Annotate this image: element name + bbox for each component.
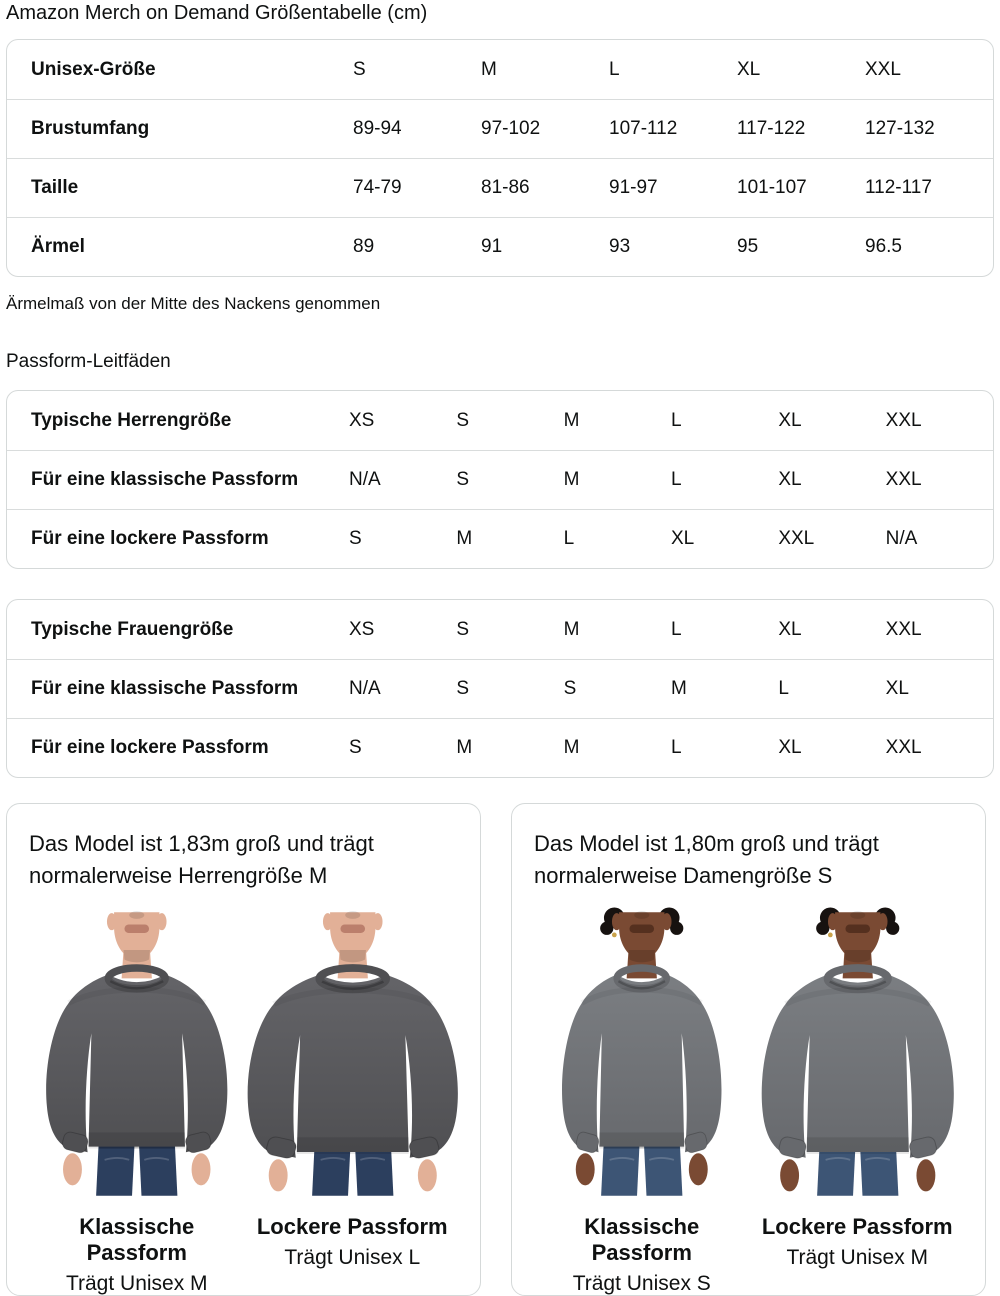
size-value: M xyxy=(456,737,473,758)
size-value: S xyxy=(349,528,362,549)
row-label: Unisex-Größe xyxy=(31,58,156,80)
size-value: L xyxy=(671,737,682,758)
hand xyxy=(576,1153,595,1185)
table-row xyxy=(7,659,993,718)
table-row xyxy=(7,158,993,217)
earring xyxy=(612,932,617,937)
size-value: XL xyxy=(885,678,909,699)
size-value: XS xyxy=(349,618,375,640)
size-value: XXL xyxy=(885,737,922,758)
table-row xyxy=(7,391,993,450)
table-row xyxy=(7,40,993,99)
size-value: M xyxy=(563,469,580,490)
size-value: S xyxy=(563,678,577,699)
size-value: XXL xyxy=(885,618,922,640)
table-row xyxy=(7,99,993,158)
size-value: XL xyxy=(671,528,695,549)
size-value: S xyxy=(456,469,470,490)
size-value: L xyxy=(609,58,620,80)
worn-size-label: Trägt Unisex M xyxy=(786,1245,929,1269)
size-value: 91-97 xyxy=(609,177,658,198)
model-figures xyxy=(534,906,965,1296)
size-value: S xyxy=(456,409,470,431)
sleeve-measure-note: Ärmelmaß von der Mitte des Nackens genommen xyxy=(6,294,381,313)
model-card-heading: Das Model ist 1,80m groß und trägt normalerweise Damengröße S xyxy=(534,831,879,888)
row-label: Typische Herrengröße xyxy=(31,409,232,431)
size-value: 89-94 xyxy=(353,118,402,139)
table-row xyxy=(7,217,993,276)
female-model-loose-fit-photo xyxy=(750,906,966,1202)
size-value: L xyxy=(563,528,575,549)
spacer xyxy=(6,569,994,599)
size-value: XL xyxy=(778,469,802,490)
size-value: M xyxy=(456,528,473,549)
size-value: L xyxy=(778,678,789,699)
size-value: XL xyxy=(778,618,802,640)
model-figure xyxy=(534,906,750,1296)
row-label: Für eine klassische Passform xyxy=(31,469,299,490)
size-value: 97-102 xyxy=(481,118,541,139)
size-value: S xyxy=(456,678,470,699)
table-row xyxy=(7,509,993,568)
hand xyxy=(63,1153,82,1185)
size-value: 89 xyxy=(353,236,375,257)
row-label: Brustumfang xyxy=(31,118,150,139)
sweatshirt xyxy=(761,968,953,1160)
size-value: XL xyxy=(737,58,761,80)
size-value: N/A xyxy=(349,469,381,490)
fit-label: Lockere Passform xyxy=(761,1213,953,1239)
sweatshirt xyxy=(46,968,227,1154)
size-value: 127-132 xyxy=(865,118,935,139)
hand xyxy=(689,1153,708,1185)
size-value: M xyxy=(671,678,687,699)
model-photo-cards xyxy=(6,803,994,1296)
sweatshirt xyxy=(562,968,721,1154)
size-value: 117-122 xyxy=(737,118,806,139)
size-value: S xyxy=(456,618,470,640)
womens-fit-table xyxy=(6,599,994,778)
hand xyxy=(417,1159,436,1191)
model-figure xyxy=(245,906,461,1296)
row-label: Für eine lockere Passform xyxy=(31,737,269,758)
row-label: Für eine klassische Passform xyxy=(31,678,299,699)
size-value: 112-117 xyxy=(865,177,932,198)
size-value: N/A xyxy=(885,528,918,549)
model-figure xyxy=(750,906,966,1296)
sweatshirt xyxy=(247,968,457,1160)
male-model-classic-fit-photo xyxy=(29,906,245,1202)
size-value: 107-112 xyxy=(609,118,678,139)
hand xyxy=(268,1159,287,1191)
size-value: L xyxy=(671,409,682,431)
table-row xyxy=(7,450,993,509)
row-label: Typische Frauengröße xyxy=(31,618,234,640)
page-title: Amazon Merch on Demand Größentabelle (cm) xyxy=(6,2,428,24)
fit-label: Klassische Passform xyxy=(584,1213,700,1265)
size-value: M xyxy=(481,58,497,80)
size-value: 95 xyxy=(737,236,759,257)
row-label: Ärmel xyxy=(31,236,85,257)
size-value: 96.5 xyxy=(865,236,902,257)
row-label: Taille xyxy=(31,177,79,198)
hand xyxy=(780,1159,799,1191)
size-value: 81-86 xyxy=(481,177,530,198)
table-row xyxy=(7,600,993,659)
size-value: XXL xyxy=(885,409,922,431)
size-value: 93 xyxy=(609,236,631,257)
mens-fit-table xyxy=(6,390,994,569)
size-value: M xyxy=(563,737,580,758)
size-value: XXL xyxy=(778,528,815,549)
size-value: XXL xyxy=(865,58,901,80)
size-value: L xyxy=(671,618,682,640)
unisex-size-table xyxy=(6,39,994,277)
model-card-heading: Das Model ist 1,83m groß und trägt normalerweise Herrengröße M xyxy=(29,831,374,888)
fit-label: Klassische Passform xyxy=(79,1213,195,1265)
model-card xyxy=(6,803,481,1296)
size-value: M xyxy=(563,618,580,640)
earring xyxy=(827,932,832,937)
hand xyxy=(192,1153,211,1185)
size-value: XS xyxy=(349,409,375,431)
worn-size-label: Trägt Unisex S xyxy=(572,1271,711,1295)
model-figure xyxy=(29,906,245,1296)
size-value: 74-79 xyxy=(353,177,402,198)
worn-size-label: Trägt Unisex L xyxy=(284,1245,421,1269)
worn-size-label: Trägt Unisex M xyxy=(65,1271,208,1295)
model-figures xyxy=(29,906,460,1296)
table-row xyxy=(7,718,993,777)
size-value: L xyxy=(671,469,682,490)
female-model-classic-fit-photo xyxy=(534,906,750,1202)
size-value: S xyxy=(353,58,366,80)
size-value: 91 xyxy=(481,236,503,257)
row-label: Für eine lockere Passform xyxy=(31,528,269,549)
size-value: M xyxy=(563,409,580,431)
size-value: XXL xyxy=(885,469,922,490)
size-value: S xyxy=(349,737,362,758)
size-value: XL xyxy=(778,737,802,758)
male-model-loose-fit-photo xyxy=(245,906,461,1202)
fit-guides-heading: Passform-Leitfäden xyxy=(6,351,171,372)
hand xyxy=(916,1159,935,1191)
fit-label: Lockere Passform xyxy=(256,1213,448,1239)
size-value: 101-107 xyxy=(737,177,807,198)
size-value: XL xyxy=(778,409,802,431)
model-card xyxy=(511,803,986,1296)
size-value: N/A xyxy=(349,678,381,699)
